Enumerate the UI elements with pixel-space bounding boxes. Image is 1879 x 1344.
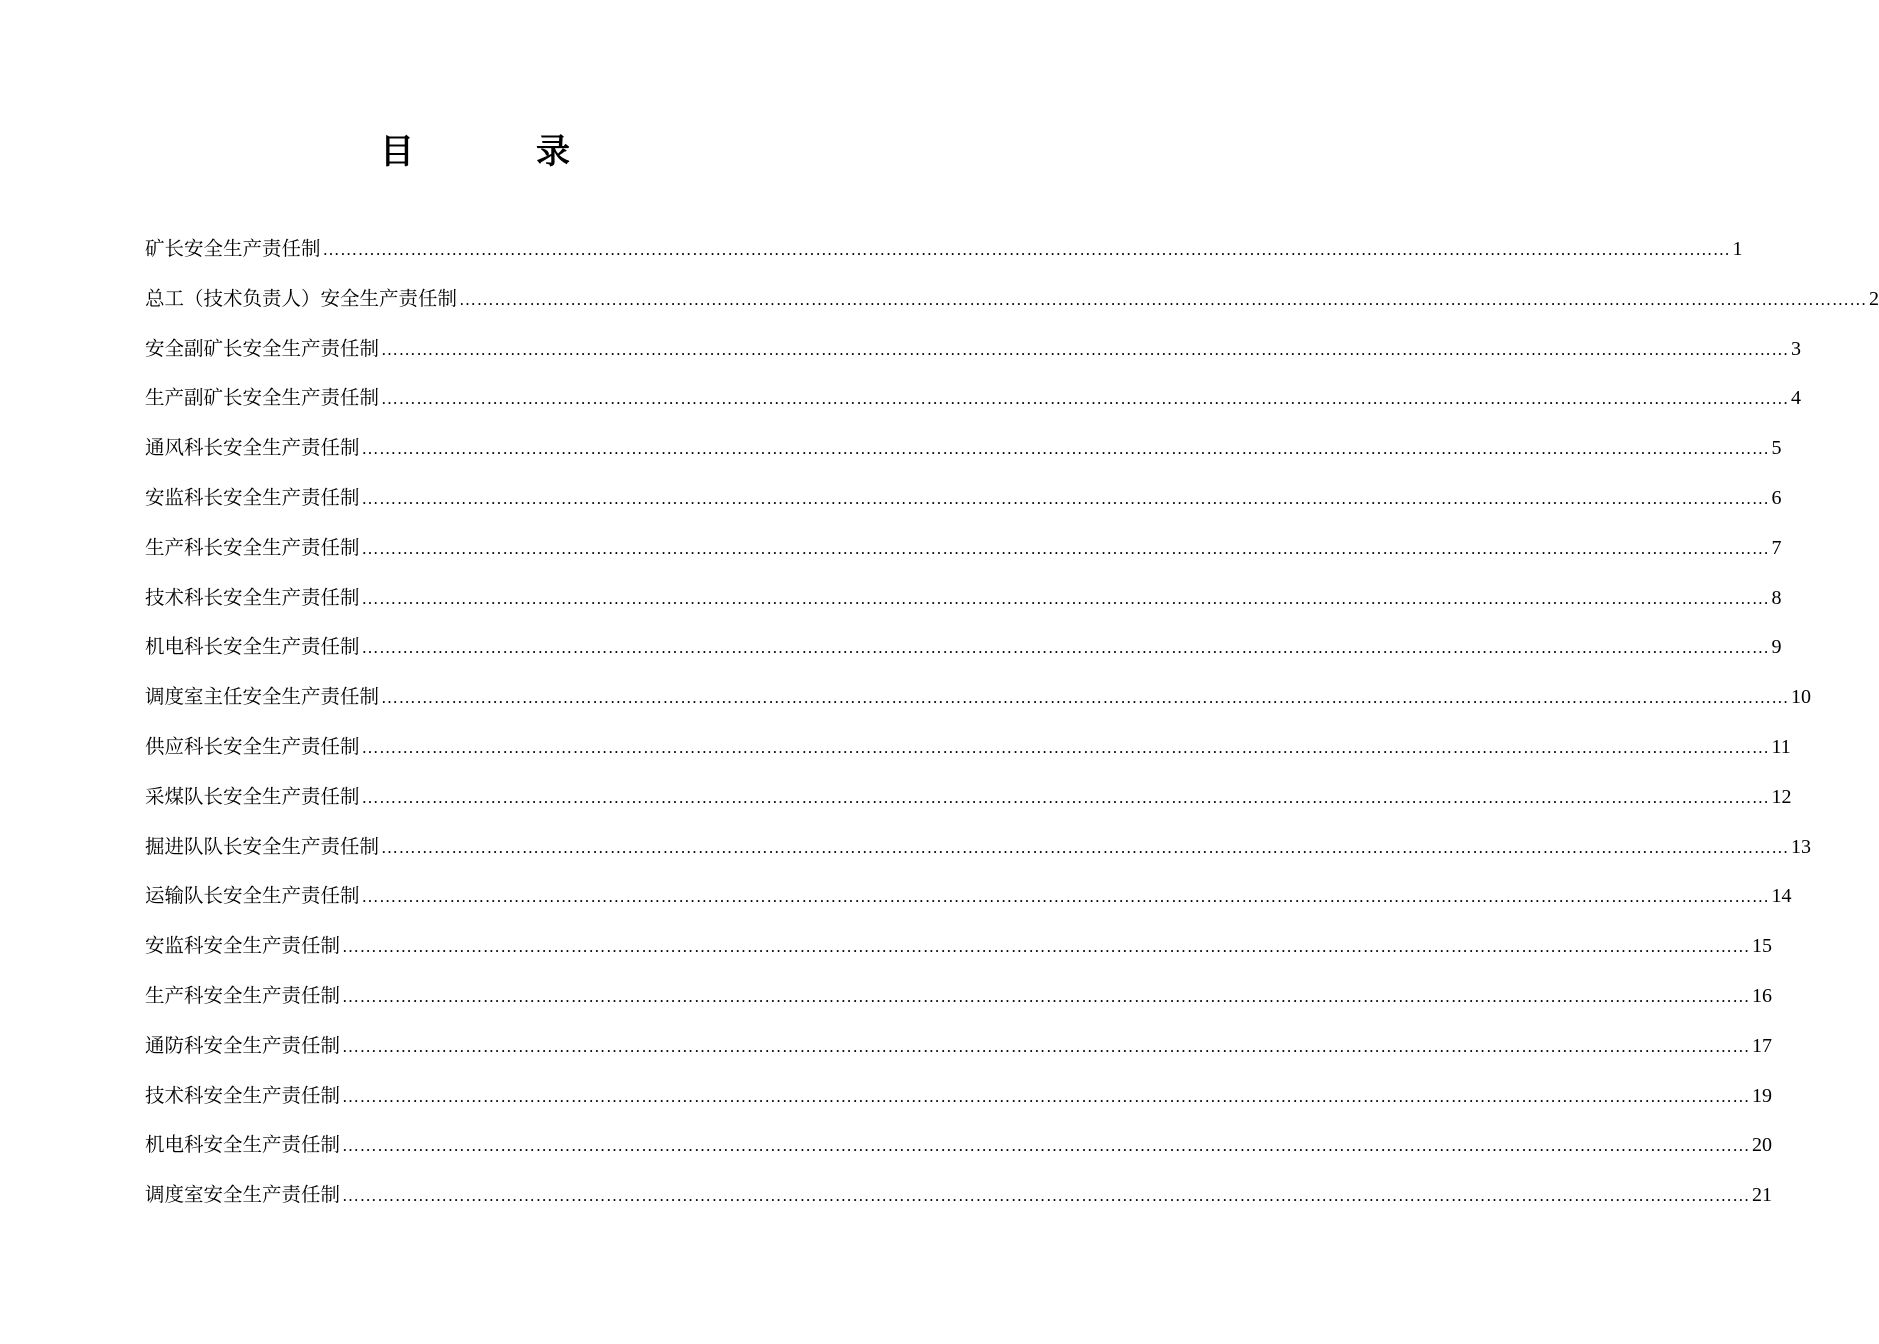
toc-entry-page: 19 <box>1752 1084 1773 1107</box>
toc-leader-dots: …………………………………………………………………………………………………………………………………………………………………………………………………………………… <box>361 588 1770 608</box>
toc-entry-page: 17 <box>1752 1034 1773 1057</box>
toc-leader-dots: …………………………………………………………………………………………………………………………………………………………………………………………………………………… <box>361 538 1770 558</box>
toc-entry[interactable] <box>145 527 1782 577</box>
toc-entry[interactable] <box>145 1124 1773 1174</box>
toc-entry[interactable] <box>145 228 1743 278</box>
toc-leader-dots: …………………………………………………………………………………………………………………………………………………………………………………………………………………… <box>342 1086 1751 1106</box>
toc-leader-dots: …………………………………………………………………………………………………………………………………………………………………………………………………………………… <box>459 289 1868 309</box>
toc-entry-label: 通风科长安全生产责任制 <box>145 436 360 460</box>
toc-leader-dots: …………………………………………………………………………………………………………………………………………………………………………………………………………………… <box>322 240 1731 259</box>
toc-entry-label: 采煤队长安全生产责任制 <box>145 784 360 808</box>
toc-entry-page: 15 <box>1752 935 1773 958</box>
toc-entry-page: 16 <box>1752 984 1773 1007</box>
toc-entry-page: 1 <box>1732 238 1743 260</box>
toc-entry[interactable] <box>145 427 1782 477</box>
toc-leader-dots: …………………………………………………………………………………………………………………………………………………………………………………………………………………… <box>361 488 1770 508</box>
toc-entry[interactable] <box>145 328 1802 378</box>
toc-leader-dots: …………………………………………………………………………………………………………………………………………………………………………………………………………………… <box>361 638 1770 658</box>
toc-entry-label: 总工（技术负责人）安全生产责任制 <box>145 286 458 310</box>
toc-entry-label: 掘进队队长安全生产责任制 <box>145 834 380 858</box>
toc-entry[interactable] <box>145 975 1773 1025</box>
toc-entry-page: 13 <box>1791 835 1812 858</box>
toc-entry-label: 矿长安全生产责任制 <box>145 237 321 260</box>
toc-entry-label: 生产科安全生产责任制 <box>145 983 341 1007</box>
toc-entry-page: 6 <box>1771 486 1782 509</box>
toc-title: 目 录 <box>380 132 614 172</box>
toc-entry-label: 机电科安全生产责任制 <box>145 1133 341 1157</box>
toc-leader-dots: …………………………………………………………………………………………………………………………………………………………………………………………………………………… <box>361 439 1770 459</box>
toc-entry-label: 调度室安全生产责任制 <box>145 1183 341 1207</box>
toc-leader-dots: …………………………………………………………………………………………………………………………………………………………………………………………………………………… <box>381 688 1790 708</box>
toc-entry-page: 4 <box>1791 387 1802 410</box>
toc-entry[interactable] <box>145 1025 1773 1075</box>
toc-list <box>145 228 1879 1224</box>
toc-leader-dots: …………………………………………………………………………………………………………………………………………………………………………………………………………………… <box>381 389 1790 409</box>
toc-leader-dots: …………………………………………………………………………………………………………………………………………………………………………………………………………………… <box>342 937 1751 957</box>
toc-entry-label: 机电科长安全生产责任制 <box>145 635 360 659</box>
toc-entry-label: 技术科长安全生产责任制 <box>145 585 360 609</box>
toc-entry-page: 5 <box>1771 437 1782 460</box>
toc-entry[interactable] <box>145 925 1773 975</box>
toc-entry[interactable] <box>145 577 1782 627</box>
toc-entry-label: 生产科长安全生产责任制 <box>145 535 360 559</box>
toc-leader-dots: …………………………………………………………………………………………………………………………………………………………………………………………………………………… <box>342 986 1751 1006</box>
toc-entry-label: 安监科安全生产责任制 <box>145 934 341 958</box>
toc-entry[interactable] <box>145 826 1812 876</box>
toc-entry[interactable] <box>145 626 1782 676</box>
toc-leader-dots: …………………………………………………………………………………………………………………………………………………………………………………………………………………… <box>361 787 1770 807</box>
toc-entry[interactable] <box>145 726 1791 776</box>
toc-entry-page: 10 <box>1791 686 1812 709</box>
toc-entry-label: 运输队长安全生产责任制 <box>145 884 360 908</box>
toc-entry-page: 2 <box>1869 287 1879 310</box>
toc-entry[interactable] <box>145 776 1792 826</box>
toc-entry-page: 9 <box>1771 636 1782 659</box>
toc-entry[interactable] <box>145 1174 1773 1224</box>
toc-entry-page: 8 <box>1771 586 1782 609</box>
toc-entry-label: 安全副矿长安全生产责任制 <box>145 336 380 360</box>
toc-entry-label: 供应科长安全生产责任制 <box>145 734 360 758</box>
toc-entry-label: 生产副矿长安全生产责任制 <box>145 386 380 410</box>
toc-entry-page: 21 <box>1752 1184 1773 1207</box>
toc-entry-label: 调度室主任安全生产责任制 <box>145 685 380 709</box>
toc-leader-dots: …………………………………………………………………………………………………………………………………………………………………………………………………………………… <box>361 887 1770 907</box>
toc-entry-page: 20 <box>1752 1134 1773 1157</box>
toc-entry-page: 3 <box>1791 337 1802 360</box>
toc-leader-dots: …………………………………………………………………………………………………………………………………………………………………………………………………………………… <box>381 837 1790 857</box>
toc-entry[interactable] <box>145 477 1782 527</box>
toc-entry-label: 技术科安全生产责任制 <box>145 1083 341 1107</box>
toc-leader-dots: …………………………………………………………………………………………………………………………………………………………………………………………………………………… <box>381 339 1790 359</box>
toc-entry-label: 安监科长安全生产责任制 <box>145 485 360 509</box>
toc-entry-page: 7 <box>1771 536 1782 559</box>
toc-entry[interactable] <box>145 676 1812 726</box>
toc-entry-page: 12 <box>1771 785 1792 808</box>
toc-entry-label: 通防科安全生产责任制 <box>145 1033 341 1057</box>
toc-leader-dots: …………………………………………………………………………………………………………………………………………………………………………………………………………………… <box>361 737 1770 757</box>
toc-entry[interactable] <box>145 1075 1773 1125</box>
toc-entry[interactable] <box>145 377 1802 427</box>
toc-entry-page: 14 <box>1771 885 1792 908</box>
toc-entry[interactable] <box>145 278 1879 328</box>
toc-leader-dots: …………………………………………………………………………………………………………………………………………………………………………………………………………………… <box>342 1186 1751 1206</box>
toc-entry[interactable] <box>145 875 1792 925</box>
toc-leader-dots: …………………………………………………………………………………………………………………………………………………………………………………………………………………… <box>342 1036 1751 1056</box>
toc-entry-page: 11 <box>1771 735 1791 758</box>
toc-leader-dots: …………………………………………………………………………………………………………………………………………………………………………………………………………………… <box>342 1136 1751 1156</box>
